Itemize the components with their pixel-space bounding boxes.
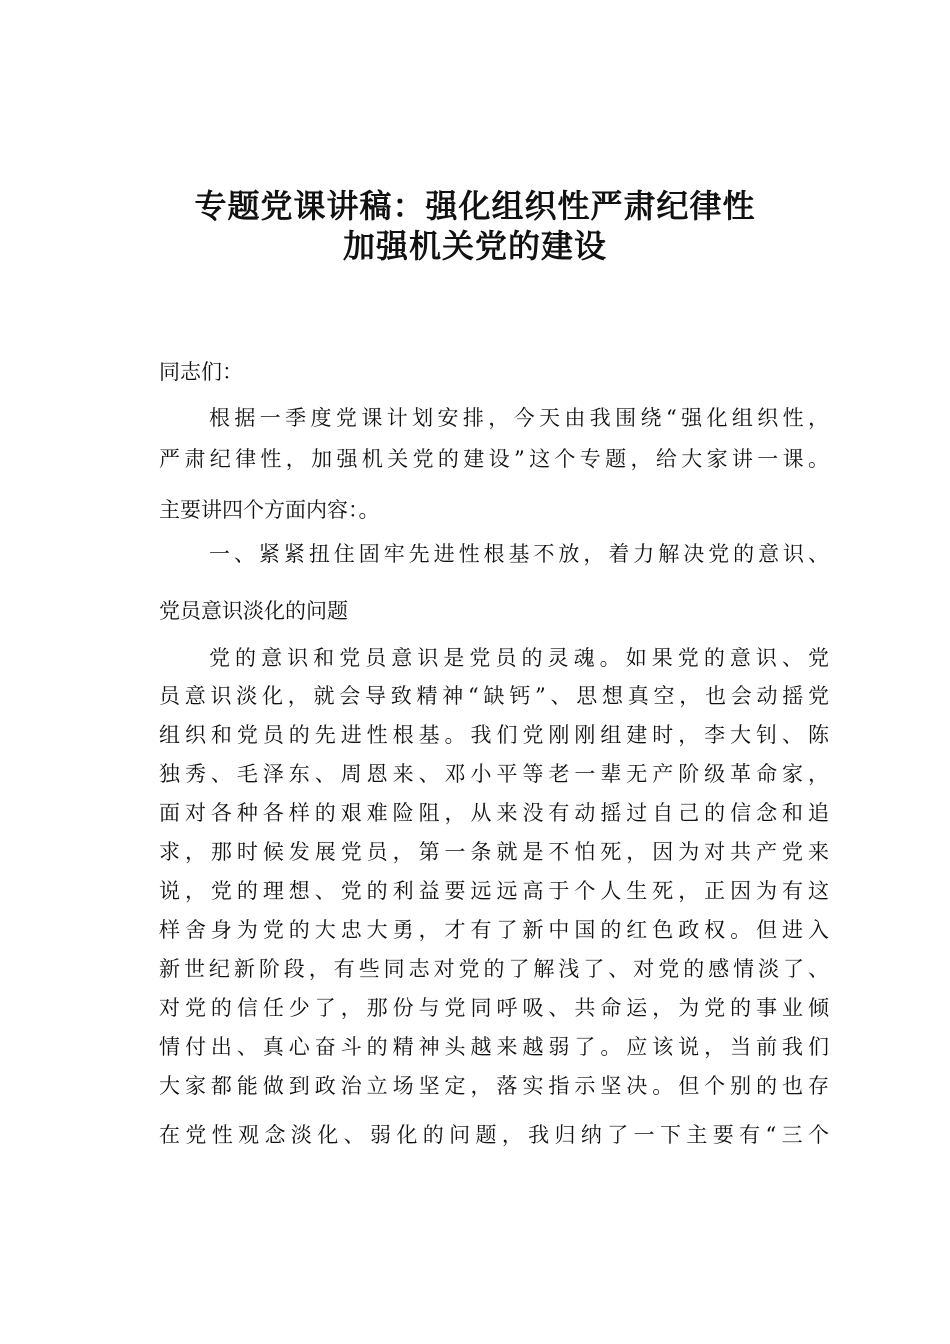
body-line: 面对各种各样的艰难险阻，从来没有动摇过自己的信念和追: [159, 801, 829, 825]
body-line: 员意识淡化，就会导致精神“缺钙”、思想真空，也会动摇党: [159, 684, 829, 708]
body-line: 大家都能做到政治立场坚定，落实指示坚决。但个别的也存: [159, 1074, 829, 1098]
body-line: 新世纪新阶段，有些同志对党的了解浅了、对党的感情淡了、: [159, 957, 829, 981]
intro-line: 主要讲四个方面内容：。: [159, 498, 380, 522]
body-line: 情付出、真心奋斗的精神头越来越弱了。应该说，当前我们: [159, 1035, 829, 1059]
section-heading-line-1: 一、紧紧扭住固牢先进性根基不放，着力解决党的意识、: [209, 542, 829, 566]
section-heading-line-2: 党员意识淡化的问题: [159, 599, 348, 623]
body-line: 样舍身为党的大忠大勇，才有了新中国的红色政权。但进入: [159, 918, 829, 942]
intro-line: 根据一季度党课计划安排，今天由我围绕“强化组织性，: [209, 406, 829, 430]
body-line: 说，党的理想、党的利益要远远高于个人生死，正因为有这: [159, 879, 829, 903]
body-line: 党的意识和党员意识是党员的灵魂。如果党的意识、党: [209, 646, 829, 670]
body-line: 组织和党员的先进性根基。我们党刚刚组建时，李大钊、陈: [159, 723, 829, 747]
body-line: 独秀、毛泽东、周恩来、邓小平等老一辈无产阶级革命家，: [159, 762, 829, 786]
body-line: 在党性观念淡化、弱化的问题，我归纳了一下主要有“三个: [159, 1123, 829, 1147]
document-title-line-2: 加强机关党的建设: [342, 227, 607, 265]
document-title-line-1: 专题党课讲稿：强化组织性严肃纪律性: [194, 187, 756, 225]
intro-line: 严肃纪律性，加强机关党的建设”这个专题，给大家讲一课。: [159, 447, 829, 471]
body-line: 求，那时候发展党员，第一条就是不怕死，因为对共产党来: [159, 840, 829, 864]
salutation: 同志们：: [159, 360, 243, 384]
body-line: 对党的信任少了，那份与党同呼吸、共命运，为党的事业倾: [159, 996, 829, 1020]
